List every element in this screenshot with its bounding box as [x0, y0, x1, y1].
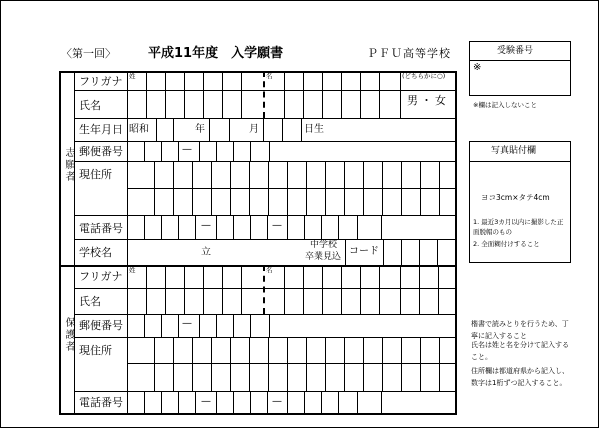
- guardian-phone-dash-1: —: [201, 396, 211, 407]
- applicant-postal-dash: —: [182, 144, 192, 155]
- guardian-name-label: 氏名: [79, 295, 101, 308]
- exam-number-mark: ※: [473, 62, 482, 73]
- school-name: ＰＦＵ高等学校: [367, 47, 451, 60]
- guardian-postal-label: 郵便番号: [79, 319, 123, 332]
- applicant-given-tag: 名: [266, 72, 273, 80]
- gender-value: 男・女: [407, 94, 449, 107]
- gender-hint: (どちらかに○): [402, 72, 446, 80]
- grad-line-2: 卒業見込: [305, 252, 342, 262]
- guardian-section-label: 保護者: [63, 317, 74, 353]
- applicant-furigana-label: フリガナ: [79, 75, 123, 88]
- guardian-given-tag: 名: [266, 266, 273, 274]
- school-type: 立: [201, 247, 211, 258]
- day-unit: 日生: [304, 124, 324, 135]
- era-text: 昭和: [129, 124, 149, 135]
- guardian-family-tag: 姓: [129, 266, 136, 274]
- applicant-section-label: 志願者: [63, 147, 74, 183]
- instruction-1: 楷書で読みとりを行うため、丁寧に記入すること: [471, 320, 569, 340]
- photo-note-2: 2. 全面糊付けすること: [473, 240, 540, 248]
- guardian-address-label: 現住所: [79, 344, 112, 357]
- applicant-phone-dash-1: —: [201, 220, 211, 231]
- guardian-postal-dash: —: [182, 318, 192, 329]
- photo-title: 写真貼付欄: [491, 146, 537, 156]
- instruction-2: 氏名は姓と名を分けて記入すること。: [471, 341, 569, 361]
- guardian-furigana-label: フリガナ: [79, 270, 123, 283]
- instruction-3: 住所欄は都道府県から記入し、数字は1桁ずつ記入すること。: [471, 367, 569, 387]
- applicant-phone-dash-2: —: [272, 220, 282, 231]
- code-label: コード: [349, 246, 379, 257]
- applicant-family-tag: 姓: [129, 72, 136, 80]
- birthdate-label: 生年月日: [79, 123, 123, 136]
- photo-note-1: 1. 最近3カ月以内に撮影した正面脱帽のもの: [473, 218, 564, 236]
- exam-number-note: ※欄は記入しないこと: [473, 101, 537, 109]
- applicant-address-label: 現住所: [79, 168, 112, 181]
- applicant-phone-label: 電話番号: [79, 222, 123, 235]
- month-unit: 月: [249, 124, 259, 135]
- guardian-phone-label: 電話番号: [79, 396, 123, 409]
- guardian-phone-dash-2: —: [272, 396, 282, 407]
- applicant-name-label: 氏名: [79, 99, 101, 112]
- school-label: 学校名: [79, 246, 112, 259]
- photo-size: ヨコ3cm×タテ4cm: [481, 193, 550, 202]
- form-title: 平成11年度 入学願書: [148, 46, 284, 61]
- exam-number-label: 受験番号: [497, 46, 534, 56]
- grad-line-1: 中学校: [310, 240, 338, 250]
- applicant-postal-label: 郵便番号: [79, 145, 123, 158]
- year-unit: 年: [195, 124, 205, 135]
- form-number: 〈第一回〉: [61, 47, 116, 60]
